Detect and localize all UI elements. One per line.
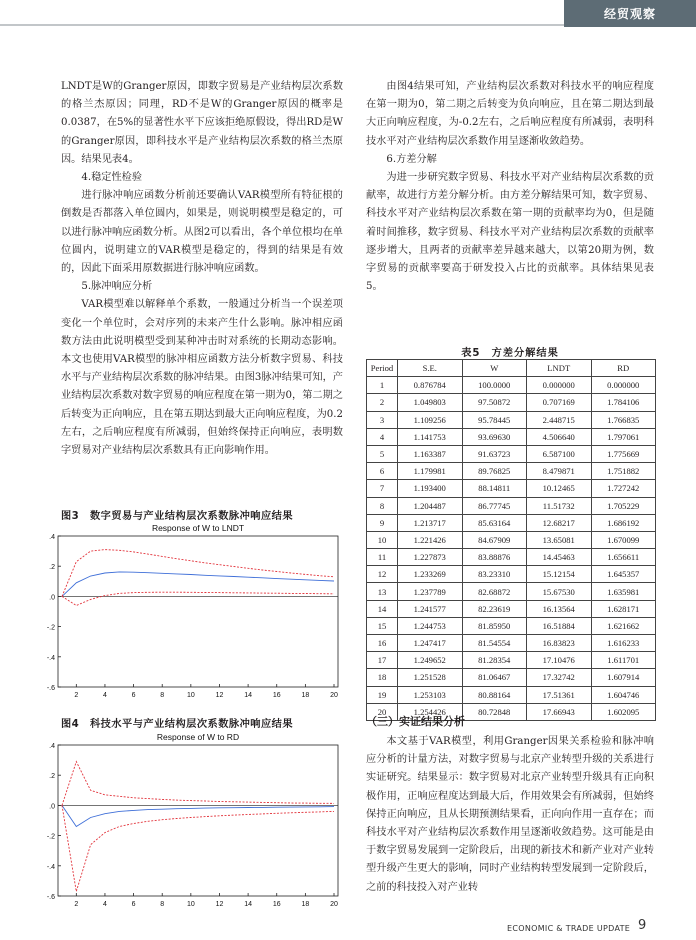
x-tick-label: 2	[74, 692, 79, 699]
table-row	[367, 583, 656, 600]
x-tick-label: 6	[131, 692, 136, 699]
paragraph: 为进一步研究数字贸易、科技水平对产业结构层次系数的贡献率，故进行方差分解分析。由方差分解结果可知，数字贸易、科技水平对产业结构层次系数在第一期的贡献率均为0，但是随着时间推移，数字贸易、科技水平对产业结构层次系数的贡献率逐步增大，且两者的贡献率差异越来越大，以第20期为例，数字贸易的贡献率要高于研发投入占比的贡献率。具体结果见表5。	[366, 172, 654, 293]
table-row	[367, 600, 656, 617]
y-tick-label: .4	[49, 743, 55, 750]
x-tick-label: 4	[102, 692, 107, 699]
table-cell: 12	[367, 566, 398, 583]
table-cell: 83.23310	[462, 566, 527, 583]
table-cell: 17	[367, 652, 398, 669]
conclusion-column	[366, 733, 654, 897]
table-cell: 81.85950	[462, 617, 527, 634]
table-cell: 1.602095	[591, 703, 656, 720]
series-line-lower	[62, 805, 334, 891]
table-cell: 1.251528	[398, 669, 463, 686]
table-cell: 8	[367, 497, 398, 514]
table-cell: 1.686192	[591, 514, 656, 531]
table-cell: 13	[367, 583, 398, 600]
table-cell: 81.06467	[462, 669, 527, 686]
table-cell: 6	[367, 463, 398, 480]
table-cell: 17.10476	[527, 652, 592, 669]
table-cell: 0.707169	[527, 394, 592, 411]
section-tab: 经贸观察	[564, 0, 696, 27]
table-cell: 1.253103	[398, 686, 463, 703]
table-cell: 95.78445	[462, 411, 527, 428]
table-row	[367, 617, 656, 634]
table-cell: 15	[367, 617, 398, 634]
table-cell: 82.23619	[462, 600, 527, 617]
table-row	[367, 480, 656, 497]
y-tick-label: .0	[49, 594, 55, 602]
x-tick-label: 14	[244, 692, 253, 699]
subheading-stability: 4.稳定性检验	[81, 172, 143, 184]
table-cell: 1.247417	[398, 635, 463, 652]
table-cell: 91.63723	[462, 445, 527, 462]
chart-title: Response of W to RD	[156, 732, 240, 742]
figure3-chart	[36, 522, 344, 705]
figure3-caption: 图3 数字贸易与产业结构层次系数脉冲响应结果	[61, 511, 294, 522]
plot-frame	[58, 745, 338, 896]
x-tick-label: 16	[272, 692, 281, 699]
table-cell: 18	[367, 669, 398, 686]
table-cell: 10.12465	[527, 480, 592, 497]
table-row	[367, 411, 656, 428]
paragraph: 进行脉冲响应函数分析前还要确认VAR模型所有特征根的倒数是否都落入单位圆内，如果是，则说明模型是稳定的，可以进行脉冲响应函数分析。从图2可以看出，各个单位根均在单位圆内，说明建立的VAR模型是稳定的，得到的结果是有效的，因此下面采用原数据进行脉冲响应函数。	[61, 190, 343, 275]
table-cell: 1.254426	[398, 703, 463, 720]
left-column	[61, 78, 343, 460]
table-cell: 1.179981	[398, 463, 463, 480]
table-row	[367, 428, 656, 445]
chart-title: Response of W to LNDT	[151, 523, 245, 533]
x-tick-label: 6	[131, 901, 136, 908]
x-tick-label: 20	[330, 901, 338, 908]
table-row	[367, 566, 656, 583]
table-header-cell: LNDT	[527, 360, 592, 377]
subheading-variance: 6.方差分解	[386, 153, 437, 165]
table-cell: 84.67909	[462, 531, 527, 548]
x-tick-label: 16	[272, 901, 281, 908]
table-cell: 16.83823	[527, 635, 592, 652]
figure4-svg	[36, 731, 344, 914]
table-cell: 81.54554	[462, 635, 527, 652]
paragraph: 本文基于VAR模型，利用Granger因果关系检验和脉冲响应分析的计量方法，对数字贸易与北京产业转型升级的关系进行实证研究。结果显示：数字贸易对北京产业转型升级具有正向积极作用，正响应程度达到最大后，作用效果会有所减弱，但始终保持正向响应，且从长期预测结果看，正向向作用一直存在；而科技水平对产业结构层次系数作用呈逐渐收敛趋势。这可能是由于数字贸易发展到一定阶段后，出现的新技术和新产业对产业转型升级产生更大的影响，同时产业结构转型发展到一定阶段后，之前的科技投入对产业转	[366, 736, 654, 893]
table-cell: 1.204487	[398, 497, 463, 514]
x-tick-label: 12	[215, 901, 224, 908]
table-cell: 4.506640	[527, 428, 592, 445]
table-cell: 19	[367, 686, 398, 703]
table-cell: 0.000000	[527, 377, 592, 394]
table-cell: 97.50872	[462, 394, 527, 411]
table-cell: 82.68872	[462, 583, 527, 600]
table-cell: 1.611701	[591, 652, 656, 669]
x-tick-label: 20	[330, 692, 338, 699]
table-cell: 1.163387	[398, 445, 463, 462]
table-cell: 1.656611	[591, 549, 656, 566]
table-cell: 1.221426	[398, 531, 463, 548]
series-line-upper	[62, 762, 334, 806]
table-row	[367, 652, 656, 669]
table-cell: 1.109256	[398, 411, 463, 428]
table-cell: 14.45463	[527, 549, 592, 566]
table-header-cell: Period	[367, 360, 398, 377]
table-cell: 1.241577	[398, 600, 463, 617]
table-cell: 83.88876	[462, 549, 527, 566]
table-cell: 1.193400	[398, 480, 463, 497]
table-cell: 80.72848	[462, 703, 527, 720]
table-cell: 1.635981	[591, 583, 656, 600]
table-row	[367, 445, 656, 462]
table-cell: 17.66943	[527, 703, 592, 720]
header-rule	[0, 24, 564, 26]
table-cell: 3	[367, 411, 398, 428]
x-tick-label: 18	[301, 901, 310, 908]
y-tick-label: -.6	[46, 685, 55, 692]
table-cell: 15.67530	[527, 583, 592, 600]
section-heading: （三）实证结果分析	[366, 715, 465, 728]
figure3-svg	[36, 522, 344, 705]
y-tick-label: .4	[49, 534, 55, 541]
table-cell: 86.77745	[462, 497, 527, 514]
table-header-row	[367, 360, 656, 377]
table-cell: 1.775669	[591, 445, 656, 462]
variance-decomposition-table	[366, 359, 656, 721]
table-cell: 0.876784	[398, 377, 463, 394]
table-cell: 81.28354	[462, 652, 527, 669]
table-cell: 1.727242	[591, 480, 656, 497]
x-tick-label: 8	[160, 692, 165, 699]
table-cell: 85.63164	[462, 514, 527, 531]
table-cell: 88.14811	[462, 480, 527, 497]
y-tick-label: -.2	[46, 624, 55, 632]
series-line-lower	[62, 592, 334, 605]
y-tick-label: .2	[49, 564, 55, 572]
table-cell: 6.587100	[527, 445, 592, 462]
table-row	[367, 669, 656, 686]
x-tick-label: 18	[301, 692, 310, 699]
table-cell: 1.607914	[591, 669, 656, 686]
table-cell: 1.645357	[591, 566, 656, 583]
table-cell: 1.628171	[591, 600, 656, 617]
table-header-cell: RD	[591, 360, 656, 377]
table-cell: 89.76825	[462, 463, 527, 480]
table-cell: 17.32742	[527, 669, 592, 686]
table-cell: 10	[367, 531, 398, 548]
table-cell: 93.69630	[462, 428, 527, 445]
table-cell: 16.51884	[527, 617, 592, 634]
right-column	[366, 78, 654, 296]
table-cell: 20	[367, 703, 398, 720]
table-row	[367, 463, 656, 480]
table-cell: 7	[367, 480, 398, 497]
table-row	[367, 686, 656, 703]
table-cell: 1.751882	[591, 463, 656, 480]
table-cell: 1.141753	[398, 428, 463, 445]
series-line-response	[62, 805, 334, 826]
table-row	[367, 497, 656, 514]
table-cell: 1.249652	[398, 652, 463, 669]
x-tick-label: 4	[102, 901, 107, 908]
table-cell: 1.621662	[591, 617, 656, 634]
paragraph: 由图4结果可知，产业结构层次系数对科技水平的响应程度在第一期为0，第二期之后转变为负向响应，且在第二期达到最大正向响应程度，为-0.2左右，之后响应程度有所减弱，表明科技水平对产业结构层次系数作用呈逐渐收敛趋势。	[366, 81, 654, 147]
table-row	[367, 549, 656, 566]
table-cell: 1.244753	[398, 617, 463, 634]
table-cell: 5	[367, 445, 398, 462]
table-cell: 1.237789	[398, 583, 463, 600]
table5-title: 表5 方差分解结果	[461, 348, 559, 359]
x-tick-label: 10	[186, 692, 195, 699]
page-number: 9	[638, 918, 647, 933]
x-tick-label: 10	[186, 901, 195, 908]
y-tick-label: .0	[49, 803, 55, 811]
table-cell: 9	[367, 514, 398, 531]
table-cell: 13.65081	[527, 531, 592, 548]
table-cell: 14	[367, 600, 398, 617]
table-cell: 11	[367, 549, 398, 566]
x-tick-label: 8	[160, 901, 165, 908]
table-cell: 1.213717	[398, 514, 463, 531]
table-header-cell: W	[462, 360, 527, 377]
table-cell: 12.68217	[527, 514, 592, 531]
subheading-impulse: 5.脉冲响应分析	[81, 281, 153, 293]
journal-name: ECONOMIC & TRADE UPDATE	[507, 924, 631, 933]
page-header	[0, 0, 696, 31]
table-cell: 2.448715	[527, 411, 592, 428]
table-cell: 4	[367, 428, 398, 445]
table-cell: 2	[367, 394, 398, 411]
table-cell: 80.88164	[462, 686, 527, 703]
table-cell: 16	[367, 635, 398, 652]
table-header-cell: S.E.	[398, 360, 463, 377]
table-cell: 1.766835	[591, 411, 656, 428]
table-row	[367, 377, 656, 394]
table-cell: 100.0000	[462, 377, 527, 394]
table-cell: 1.604746	[591, 686, 656, 703]
x-tick-label: 12	[215, 692, 224, 699]
figure4-caption: 图4 科技水平与产业结构层次系数脉冲响应结果	[61, 719, 294, 730]
table-body	[367, 377, 656, 721]
table-cell: 1.233269	[398, 566, 463, 583]
table-cell: 1.616233	[591, 635, 656, 652]
x-tick-label: 2	[74, 901, 79, 908]
table-cell: 1.797061	[591, 428, 656, 445]
x-tick-label: 14	[244, 901, 253, 908]
table-row	[367, 531, 656, 548]
y-tick-label: -.4	[46, 863, 55, 871]
table-cell: 11.51732	[527, 497, 592, 514]
table-cell: 17.51361	[527, 686, 592, 703]
figure4-chart	[36, 731, 344, 914]
table-cell: 1.705229	[591, 497, 656, 514]
y-tick-label: -.2	[46, 833, 55, 841]
table-cell: 1.784106	[591, 394, 656, 411]
paragraph: LNDT是W的Granger原因，即数字贸易是产业结构层次系数的格兰杰原因；同理，RD不是W的Granger原因的概率是0.0387，在5%的显著性水平下应该拒绝原假设，得出RD是W的Granger原因，即科技水平是产业结构层次系数的格兰杰原因。结果见表4。	[61, 81, 343, 165]
table-cell: 8.479871	[527, 463, 592, 480]
table-cell: 1.227873	[398, 549, 463, 566]
table-row	[367, 635, 656, 652]
paragraph: VAR模型难以解释单个系数，一般通过分析当一个误差项变化一个单位时，会对序列的未来产生什么影响。脉冲相应函数方法由此说明模型受到某种冲击时对系统的长期动态影响。本文也使用VAR模型的脉冲相应函数方法分析数字贸易、科技水平与产业结构层次系数的脉冲结果。由图3脉冲结果可知，产业结构层次系数对数字贸易的响应程度在第一期为0，第二期之后转变为正向响应，且在第五期达到最大正向响应程度，为0.2左右，之后响应程度有所减弱，但始终保持正向响应，表明数字贸易对产业结构层次系数具有正向影响作用。	[61, 299, 343, 457]
table-cell: 1.049803	[398, 394, 463, 411]
plot-frame	[58, 536, 338, 687]
y-tick-label: .2	[49, 773, 55, 781]
table-row	[367, 394, 656, 411]
table-row	[367, 514, 656, 531]
table-cell: 1	[367, 377, 398, 394]
table-cell: 0.000000	[591, 377, 656, 394]
table-cell: 16.13564	[527, 600, 592, 617]
table-cell: 1.670099	[591, 531, 656, 548]
y-tick-label: -.6	[46, 894, 55, 901]
y-tick-label: -.4	[46, 654, 55, 662]
table-cell: 15.12154	[527, 566, 592, 583]
